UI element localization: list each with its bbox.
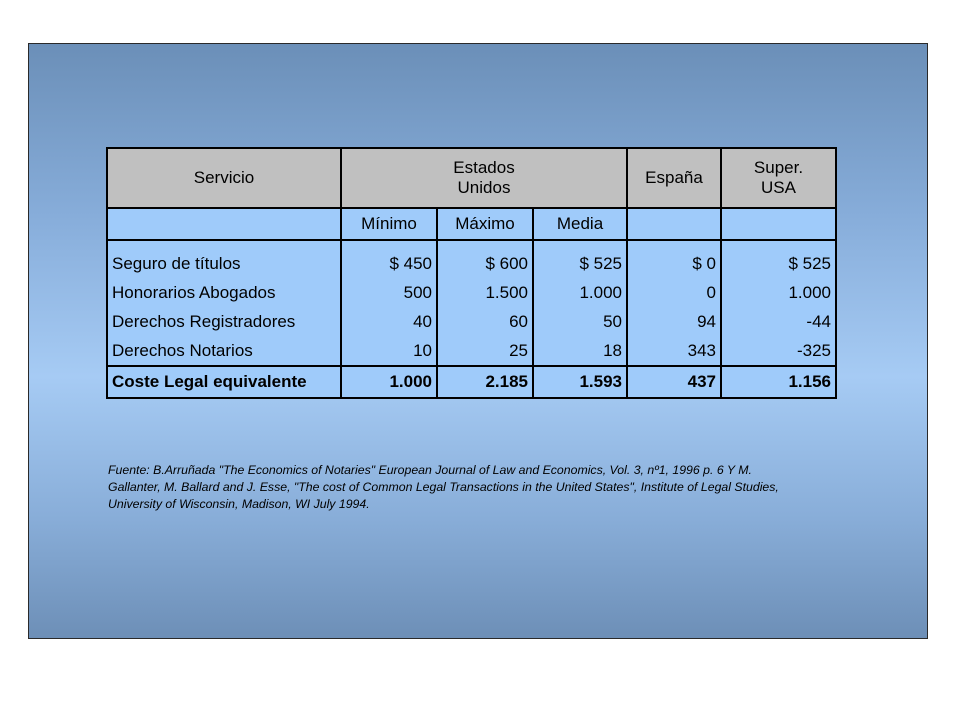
cell-super-usa: 1.000 [721, 278, 836, 307]
row-label: Seguro de títulos [107, 240, 341, 278]
cell-super-usa: $ 525 [721, 240, 836, 278]
total-media: 1.593 [533, 366, 627, 398]
header-estados-unidos-line2: Unidos [457, 178, 511, 197]
cell-super-usa: -44 [721, 307, 836, 336]
header-super-usa-line2: USA [761, 178, 796, 197]
table-header-row [107, 148, 836, 208]
cell-espana: $ 0 [627, 240, 721, 278]
cell-minimo: $ 450 [341, 240, 437, 278]
cell-minimo: 40 [341, 307, 437, 336]
table-row [107, 278, 836, 307]
total-maximo: 2.185 [437, 366, 533, 398]
header-espana: España [627, 148, 721, 208]
cell-media: 1.000 [533, 278, 627, 307]
table-subheader-row [107, 208, 836, 240]
cell-media: $ 525 [533, 240, 627, 278]
total-label: Coste Legal equivalente [107, 366, 341, 398]
subheader-empty [107, 208, 341, 240]
subheader-empty [627, 208, 721, 240]
table-row [107, 307, 836, 336]
header-super-usa-line1: Super. [753, 158, 804, 177]
cell-super-usa: -325 [721, 336, 836, 366]
total-super-usa: 1.156 [721, 366, 836, 398]
total-minimo: 1.000 [341, 366, 437, 398]
subheader-empty [721, 208, 836, 240]
cell-minimo: 500 [341, 278, 437, 307]
cell-espana: 0 [627, 278, 721, 307]
cell-maximo: $ 600 [437, 240, 533, 278]
row-label: Derechos Registradores [107, 307, 341, 336]
cell-maximo: 60 [437, 307, 533, 336]
cell-media: 50 [533, 307, 627, 336]
subheader-maximo: Máximo [437, 208, 533, 240]
total-espana: 437 [627, 366, 721, 398]
cell-maximo: 1.500 [437, 278, 533, 307]
cell-espana: 343 [627, 336, 721, 366]
subheader-minimo: Mínimo [341, 208, 437, 240]
table-row [107, 336, 836, 366]
header-super-usa [721, 148, 836, 208]
source-note [108, 462, 848, 513]
source-note-line: Fuente: B.Arruñada "The Economics of Notaries" European Journal of Law and Economics, Vol. 3, nº1, 1996 p. 6 Y M. [108, 463, 752, 477]
cell-minimo: 10 [341, 336, 437, 366]
cell-media: 18 [533, 336, 627, 366]
header-servicio: Servicio [107, 148, 341, 208]
header-estados-unidos-line1: Estados [453, 158, 515, 177]
legal-cost-table [106, 147, 837, 399]
row-label: Honorarios Abogados [107, 278, 341, 307]
table-row [107, 240, 836, 278]
source-note-line: Gallanter, M. Ballard and J. Esse, "The cost of Common Legal Transactions in the United States", Institute of Legal Studies, [108, 480, 779, 494]
cell-espana: 94 [627, 307, 721, 336]
source-note-line: University of Wisconsin, Madison, WI July 1994. [108, 497, 370, 511]
row-label: Derechos Notarios [107, 336, 341, 366]
header-estados-unidos [341, 148, 627, 208]
subheader-media: Media [533, 208, 627, 240]
cell-maximo: 25 [437, 336, 533, 366]
table-total-row [107, 366, 836, 398]
